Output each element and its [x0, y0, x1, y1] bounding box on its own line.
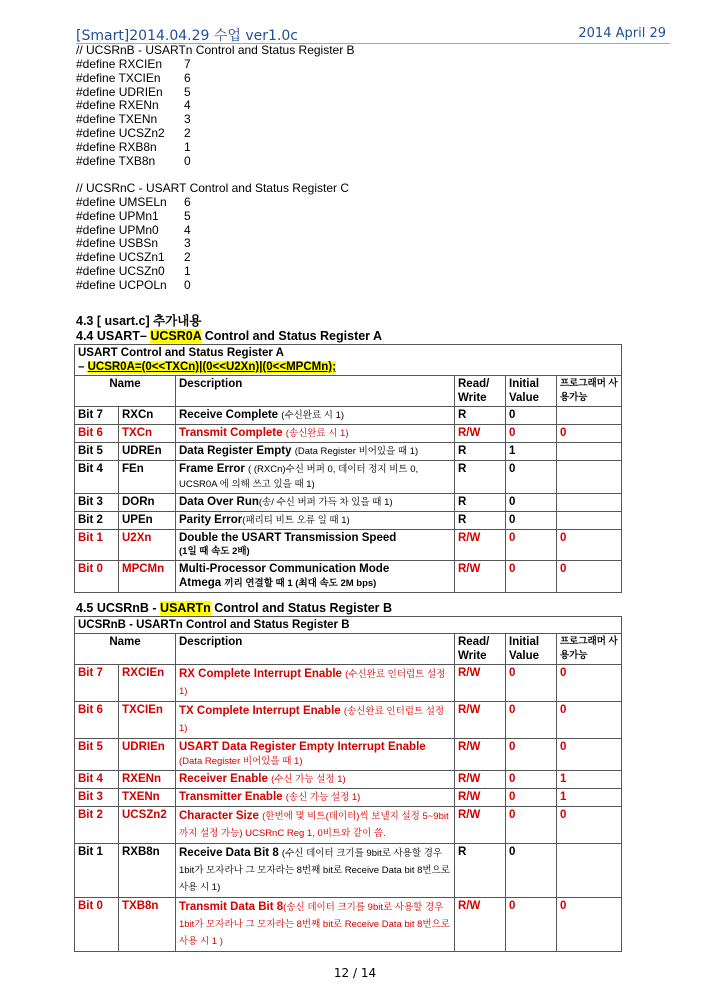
code-line: #define UCPOLn 0	[76, 277, 191, 292]
table-row: Bit 1 U2Xn Double the USART Transmission Speed (1일 때 속도 2배) R/W 0 0	[75, 530, 622, 561]
table-header-row: Name Description Read/ Write Initial Value 프로그래머 사용가능	[75, 634, 622, 665]
code-line: #define UPMn0 4	[76, 222, 191, 237]
table-row: Bit 0 TXB8n Transmit Data Bit 8(송신 데이터 크기를 9bit로 사용할 경우 1bit가 모자라나 그 모자라는 8번째 bit로 Receive Data bit 8번으로 사용 시 1 ) R/W 0 0	[75, 898, 622, 952]
code-line: #define UPMn1 5	[76, 208, 191, 223]
code-line: #define UCSZn1 2	[76, 250, 191, 265]
register-table-ucsr0a	[74, 344, 622, 593]
code-comment: // UCSRnB - USARTn Control and Status Register B	[76, 43, 355, 57]
section-heading-4-5: 4.5 UCSRnB - USARTn Control and Status Register B	[76, 601, 393, 615]
table-row: Bit 3 DORn Data Over Run(송/ 수신 버퍼 가득 차 있을 때 1) R 0	[75, 494, 622, 512]
register-table-ucsrnb	[74, 616, 622, 952]
table-row: Bit 6 TXCn Transmit Complete (송신완료 시 1) R/W 0 0	[75, 425, 622, 443]
header-date: 2014 April 29	[578, 26, 666, 41]
table-row: Bit 7 RXCIEn RX Complete Interrupt Enable (수신완료 인터럽트 설정 1) R/W 0 0	[75, 665, 622, 702]
code-line: #define TXB8n 0	[76, 153, 191, 168]
table-row: Bit 4 RXENn Receiver Enable (수신 가능 설정 1) R/W 0 1	[75, 771, 622, 789]
code-line: #define RXENn 4	[76, 98, 191, 113]
section-heading-4-4: 4.4 USART– UCSR0A Control and Status Register A	[76, 329, 383, 343]
code-line: #define TXENn 3	[76, 112, 191, 127]
section-heading-4-3: 4.3 [ usart.c] 추가내용	[76, 314, 202, 328]
table-row: Bit 5 UDRIEn USART Data Register Empty Interrupt Enable (Data Register 비어있을 때 1) R/W 0 0	[75, 739, 622, 771]
table-title: UCSRnB - USARTn Control and Status Register B	[75, 617, 622, 634]
code-block-ucsrnc	[76, 182, 349, 293]
code-line: #define UMSELn 6	[76, 194, 191, 209]
table-row: Bit 6 TXCIEn TX Complete Interrupt Enable (송신완료 인터럽트 설정 1) R/W 0 0	[75, 702, 622, 739]
code-block-ucsrnb	[76, 44, 355, 169]
table-row: Bit 2 UPEn Parity Error(패리티 비트 오류 일 때 1) R 0	[75, 512, 622, 530]
code-line: #define USBSn 3	[76, 236, 191, 251]
table-row: Bit 5 UDREn Data Register Empty (Data Register 비어있을 때 1) R 1	[75, 443, 622, 461]
table-row: Bit 0 MPCMn Multi-Processor Communication Mode Atmega 끼리 연결할 때 1 (최대 속도 2M bps) R/W 0 0	[75, 561, 622, 593]
code-comment: // UCSRnC - USART Control and Status Register C	[76, 181, 349, 195]
code-line: #define RXB8n 1	[76, 139, 191, 154]
code-line: #define UCSZn0 1	[76, 264, 191, 279]
table-row: Bit 3 TXENn Transmitter Enable (송신 가능 설정 1) R/W 0 1	[75, 789, 622, 807]
table-row: Bit 2 UCSZn2 Character Size (한번에 몇 비트(데이터)씩 보낼지 설정 5~9bit 까지 설정 가능) UCSRnC Reg 1, 0비트와 같이 씀. R/W 0 0	[75, 807, 622, 844]
code-line: #define UDRIEn 5	[76, 84, 191, 99]
header-title: [Smart]2014.04.29 수업 ver1.0c	[76, 28, 298, 44]
table-header-row: Name Description Read/ Write Initial Value 프로그래머 사용가능	[75, 376, 622, 407]
table-row: Bit 1 RXB8n Receive Data Bit 8 (수신 데이터 크기를 9bit로 사용할 경우 1bit가 모자라나 그 모자라는 8번째 bit로 Receive Data bit 8번으로 사용 시 1) R 0	[75, 844, 622, 898]
table-title: USART Control and Status Register A – UCSR0A=(0<<TXCn)|(0<<U2Xn)|(0<<MPCMn);	[75, 345, 622, 376]
code-line: #define RXCIEn 7	[76, 56, 191, 71]
table-row: Bit 4 FEn Frame Error ( (RXCn)수신 버퍼 0, 데이터 정지 비트 0, UCSR0A 에 의해 쓰고 있을 때 1) R 0	[75, 461, 622, 494]
code-line: #define TXCIEn 6	[76, 70, 191, 85]
code-line: #define UCSZn2 2	[76, 126, 191, 141]
page-number: 12 / 14	[333, 966, 377, 980]
table-row: Bit 7 RXCn Receive Complete (수신완료 시 1) R 0	[75, 407, 622, 425]
